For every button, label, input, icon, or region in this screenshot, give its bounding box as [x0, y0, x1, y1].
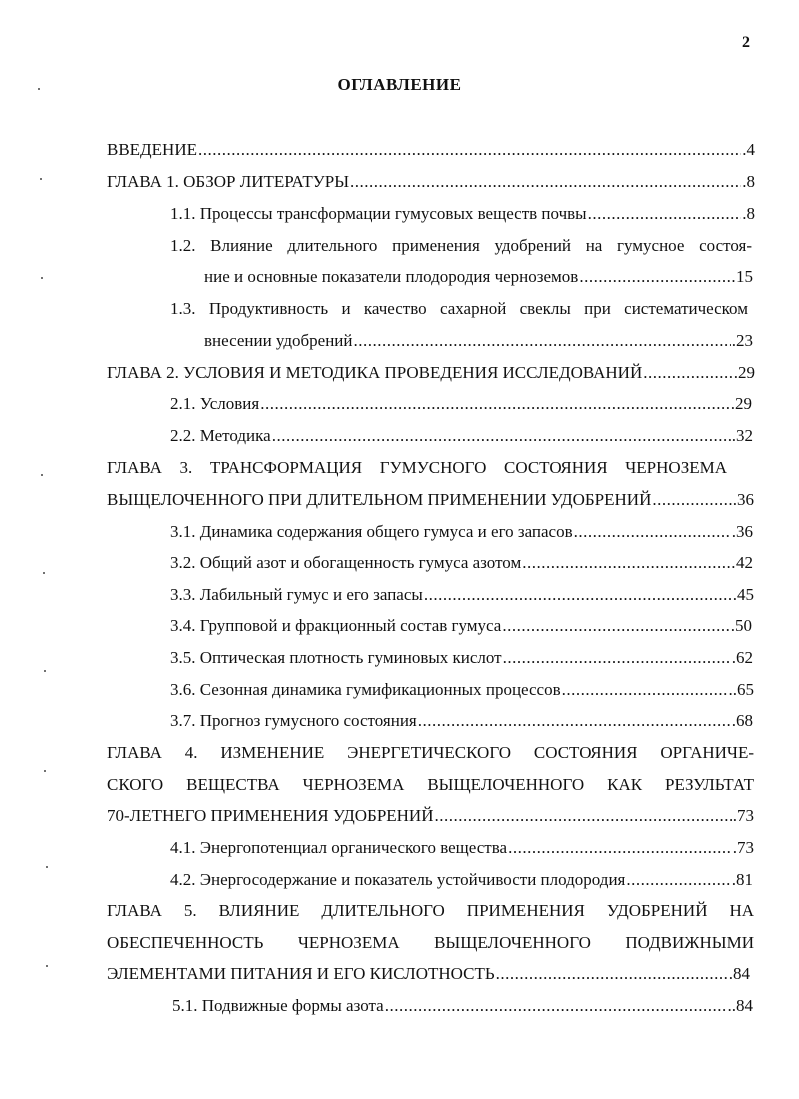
- toc-entry-3-1: 3.1. Динамика содержания общего гумуса и его запасов ..... .36: [170, 522, 753, 542]
- toc-entry-chapter-4-line1: ГЛАВА 4. ИЗМЕНЕНИЕ ЭНЕРГЕТИЧЕСКОГО СОСТОЯНИЯ ОРГАНИЧЕ-: [107, 743, 754, 762]
- toc-entry-chapter-3-line2: ВЫЩЕЛОЧЕННОГО ПРИ ДЛИТЕЛЬНОМ ПРИМЕНЕНИИ УДОБРЕНИЙ ..... .36: [107, 490, 754, 510]
- toc-entry-3-4: 3.4. Групповой и фракционный состав гумуса ..... .50: [170, 616, 752, 636]
- toc-entry-2-1: 2.1. Условия ..... .29: [170, 394, 752, 414]
- toc-entry-4-1: 4.1. Энергопотенциал органического вещества ..... .73: [170, 838, 754, 858]
- toc-entry-chapter-5-line2: ОБЕСПЕЧЕННОСТЬ ЧЕРНОЗЕМА ВЫЩЕЛОЧЕННОГО ПОДВИЖНЫМИ: [107, 933, 754, 952]
- page-number: 2: [742, 34, 750, 51]
- toc-entry-3-2: 3.2. Общий азот и обогащенность гумуса азотом ..... 42: [170, 553, 753, 573]
- scan-speck: [46, 866, 48, 868]
- toc-entry-chapter-2: ГЛАВА 2. УСЛОВИЯ И МЕТОДИКА ПРОВЕДЕНИЯ ИССЛЕДОВАНИЙ ..... .29: [107, 363, 755, 383]
- page-title: ОГЛАВЛЕНИЕ: [337, 75, 462, 94]
- scan-speck: [40, 178, 42, 180]
- scan-speck: [43, 572, 45, 574]
- scan-speck: [44, 670, 46, 672]
- toc-entry-1-1: 1.1. Процессы трансформации гумусовых веществ почвы ..... .8: [170, 204, 755, 224]
- scan-speck: [41, 474, 43, 476]
- toc-entry-chapter-5-line1: ГЛАВА 5. ВЛИЯНИЕ ДЛИТЕЛЬНОГО ПРИМЕНЕНИЯ УДОБРЕНИЙ НА: [107, 901, 754, 920]
- toc-entry-1-3-line2: внесении удобрений ..... .23: [204, 331, 753, 351]
- toc-entry-chapter-5-line3: ЭЛЕМЕНТАМИ ПИТАНИЯ И ЕГО КИСЛОТНОСТЬ ..... .84: [107, 964, 750, 984]
- toc-entry-chapter-1: ГЛАВА 1. ОБЗОР ЛИТЕРАТУРЫ ..... .8: [107, 172, 755, 192]
- toc-entry-1-3-line1: 1.3. Продуктивность и качество сахарной свеклы при систематическом: [170, 299, 748, 318]
- toc-entry-2-2: 2.2. Методика ..... .32: [170, 426, 753, 446]
- toc-entry-3-5: 3.5. Оптическая плотность гуминовых кислот ..... .62: [170, 648, 753, 668]
- scan-speck: [38, 88, 40, 90]
- toc-entry-chapter-3-line1: ГЛАВА 3. ТРАНСФОРМАЦИЯ ГУМУСНОГО СОСТОЯНИЯ ЧЕРНОЗЕМА: [107, 458, 727, 477]
- toc-entry-intro: ВВЕДЕНИЕ ..... .4: [107, 140, 755, 160]
- toc-entry-3-7: 3.7. Прогноз гумусного состояния ..... .68: [170, 711, 753, 731]
- toc-entry-1-2-line1: 1.2. Влияние длительного применения удобрений на гумусное состоя-: [170, 236, 752, 255]
- toc-entry-chapter-4-line2: СКОГО ВЕЩЕСТВА ЧЕРНОЗЕМА ВЫЩЕЛОЧЕННОГО КАК РЕЗУЛЬТАТ: [107, 775, 754, 794]
- scan-speck: [44, 770, 46, 772]
- toc-entry-1-2-line2: ние и основные показатели плодородия черноземов ..... 15: [204, 267, 753, 287]
- toc-entry-4-2: 4.2. Энергосодержание и показатель устойчивости плодородия ..... .81: [170, 870, 753, 890]
- toc-entry-3-3: 3.3. Лабильный гумус и его запасы ..... .45: [170, 585, 754, 605]
- scan-speck: [41, 277, 43, 279]
- toc-entry-3-6: 3.6. Сезонная динамика гумификационных процессов ..... ..65: [170, 680, 754, 700]
- toc-entry-chapter-4-line3: 70-ЛЕТНЕГО ПРИМЕНЕНИЯ УДОБРЕНИЙ ..... .73: [107, 806, 754, 826]
- toc-entry-5-1: 5.1. Подвижные формы азота ..... ..84: [172, 996, 753, 1016]
- scan-speck: [46, 965, 48, 967]
